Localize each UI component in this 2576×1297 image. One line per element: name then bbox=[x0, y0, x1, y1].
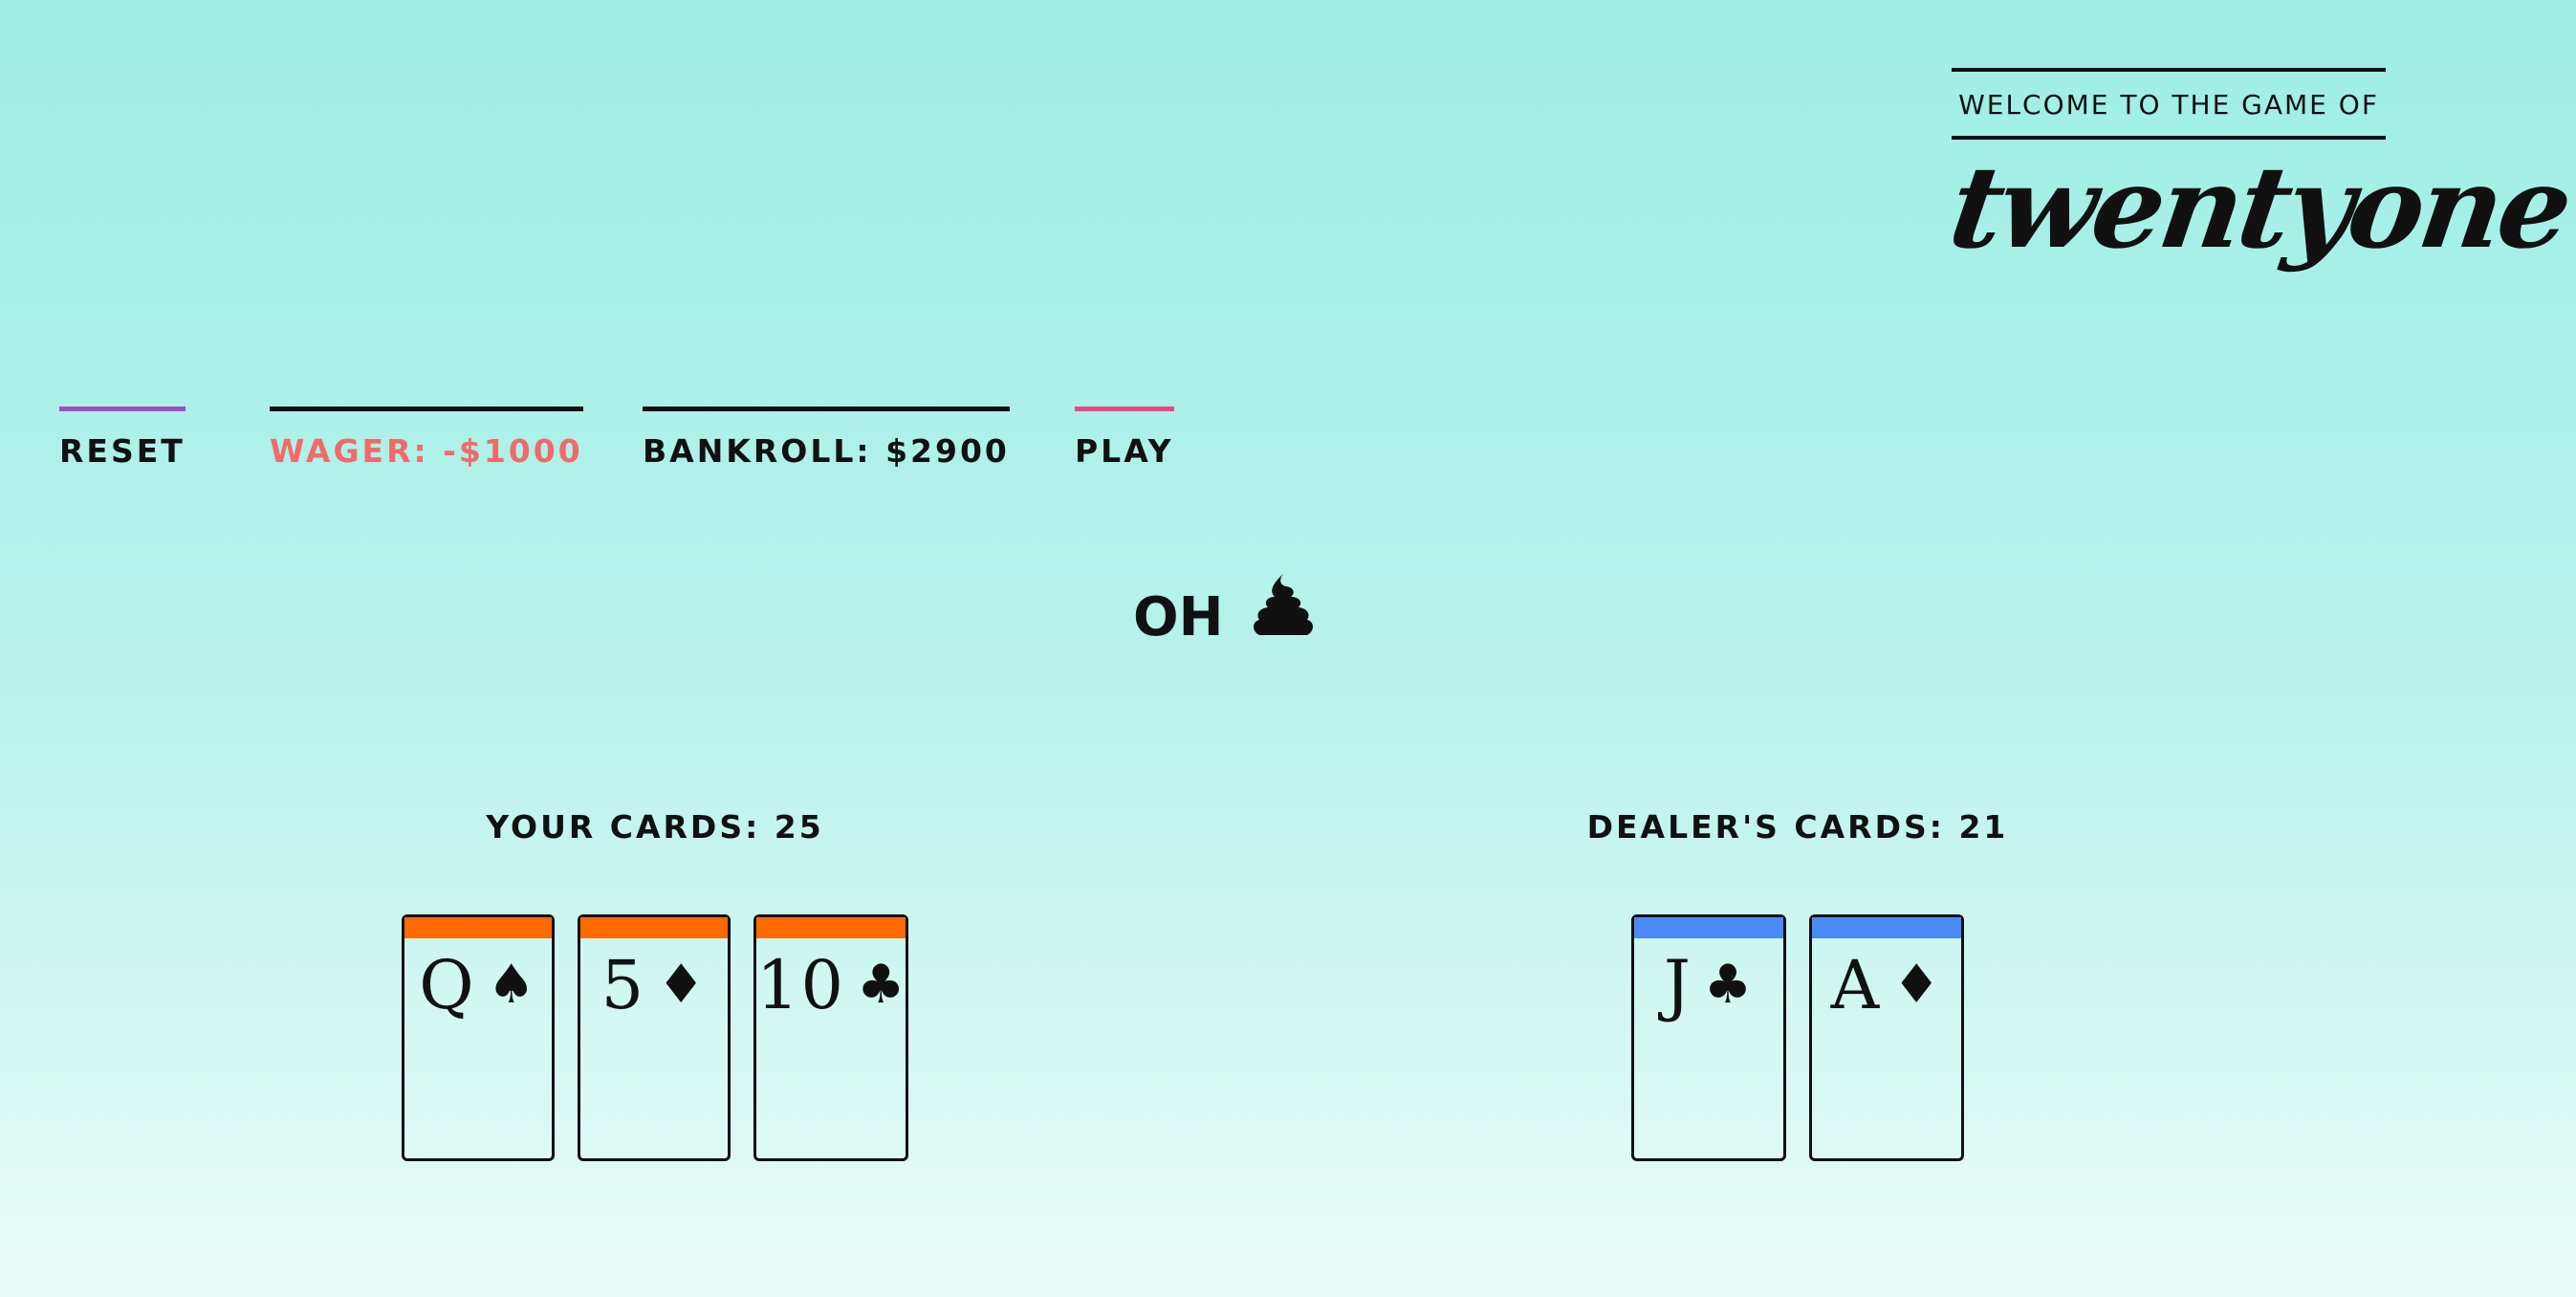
card-face bbox=[1812, 938, 1961, 1024]
card-rank: J bbox=[1663, 946, 1692, 1024]
logo-title: twentyone bbox=[1942, 141, 2576, 274]
card-top-band bbox=[1812, 917, 1961, 938]
result-text: OH bbox=[1133, 586, 1224, 648]
spade-icon: ♠ bbox=[487, 954, 537, 1016]
player-cards-heading: YOUR CARDS: 25 bbox=[486, 808, 824, 846]
bankroll-display bbox=[643, 407, 1010, 470]
wager-button[interactable] bbox=[270, 407, 583, 470]
card-face bbox=[404, 938, 552, 1024]
player-card bbox=[753, 914, 908, 1161]
reset-button[interactable] bbox=[59, 407, 186, 470]
game-logo bbox=[1942, 68, 2576, 274]
result-message bbox=[0, 572, 2448, 652]
play-label: PLAY bbox=[1075, 432, 1174, 470]
card-face bbox=[756, 938, 907, 1024]
player-card bbox=[402, 914, 555, 1161]
bankroll-underline bbox=[643, 407, 1010, 411]
reset-label: RESET bbox=[59, 432, 186, 470]
poop-emoji-icon bbox=[1252, 572, 1315, 652]
reset-underline bbox=[59, 407, 186, 411]
club-icon: ♣ bbox=[1703, 954, 1755, 1016]
card-rank: 10 bbox=[756, 946, 846, 1024]
club-icon: ♣ bbox=[857, 954, 907, 1016]
player-card bbox=[578, 914, 731, 1161]
player-hand bbox=[402, 808, 908, 1161]
card-face bbox=[580, 938, 728, 1024]
card-rank: A bbox=[1830, 946, 1882, 1024]
dealer-hand bbox=[1549, 808, 2046, 1161]
dealer-card bbox=[1809, 914, 1964, 1161]
play-underline bbox=[1075, 407, 1174, 411]
card-top-band bbox=[580, 917, 728, 938]
dealer-cards bbox=[1549, 914, 2046, 1161]
wager-underline bbox=[270, 407, 583, 411]
dealer-cards-heading: DEALER'S CARDS: 21 bbox=[1586, 808, 2009, 846]
diamond-icon: ♦ bbox=[1892, 954, 1943, 1016]
card-top-band bbox=[1634, 917, 1783, 938]
diamond-icon: ♦ bbox=[657, 954, 708, 1016]
card-face bbox=[1634, 938, 1783, 1024]
card-rank: Q bbox=[419, 946, 476, 1024]
card-rank: 5 bbox=[600, 946, 646, 1024]
player-cards bbox=[402, 914, 908, 1161]
play-button[interactable] bbox=[1075, 407, 1174, 470]
logo-welcome-text: WELCOME TO THE GAME OF bbox=[1958, 89, 2379, 121]
bankroll-label: BANKROLL: $2900 bbox=[643, 432, 1010, 470]
logo-bottom-rule bbox=[1952, 136, 2386, 140]
wager-label: WAGER: -$1000 bbox=[270, 432, 583, 470]
card-top-band bbox=[404, 917, 552, 938]
dealer-card bbox=[1631, 914, 1786, 1161]
card-top-band bbox=[756, 917, 906, 938]
